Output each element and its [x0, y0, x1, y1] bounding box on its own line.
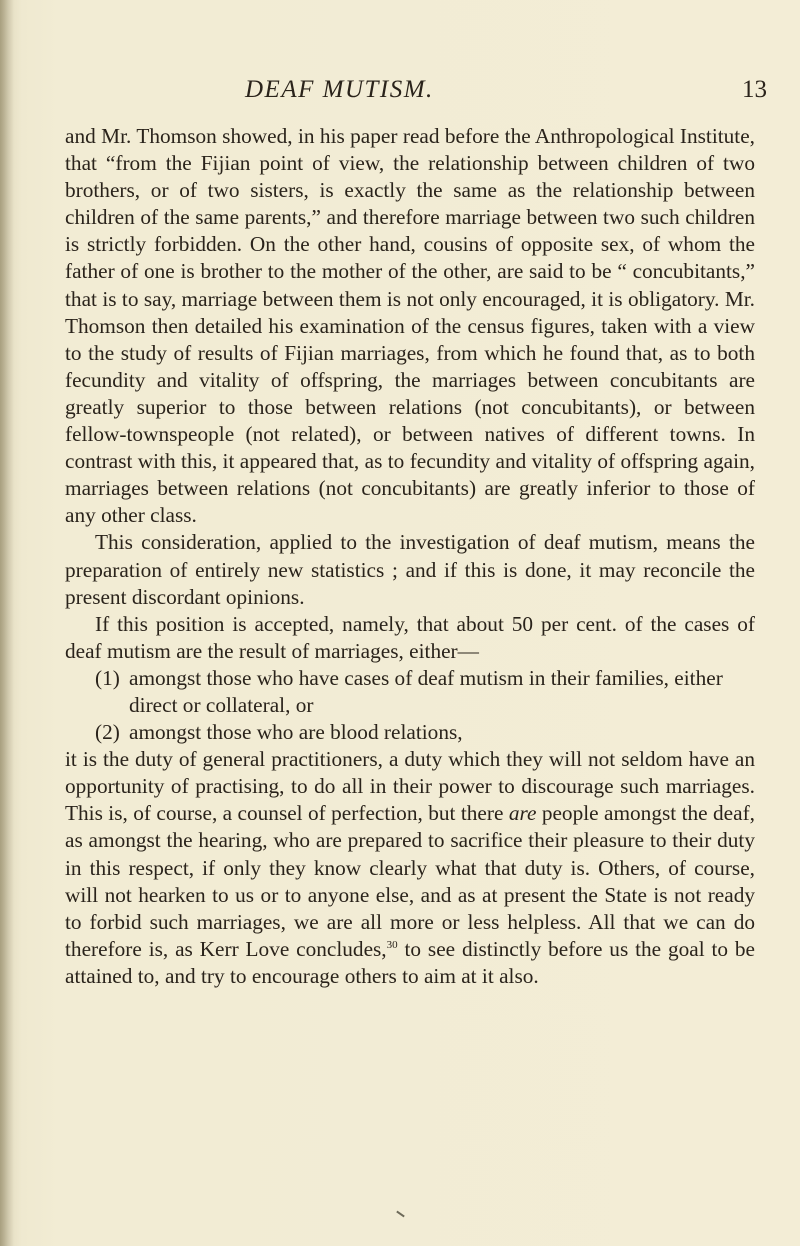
list-item-label: (1) — [95, 665, 120, 690]
list-item-text: amongst those who have cases of deaf mutism in their families, either direct or collateral, or — [129, 665, 723, 717]
paragraph-4 — [65, 746, 755, 990]
paragraph-4-text-c: to see distinctly before us the goal to be attained to, and try to encourage others to aim at it also. — [65, 936, 756, 988]
footnote-reference: 30 — [386, 938, 398, 951]
list-item-text: amongst those who are blood relations, — [129, 720, 463, 745]
paragraph-4-text-a: it is the duty of general practitioners, a duty which they will not seldom have an opportunity of practising, to do all in their power to discourage such marriages. This is, of course, a counsel of perfection, but there — [65, 747, 755, 826]
paragraph-1: and Mr. Thomson showed, in his paper read before the Anthropological Institute, that “from the Fijian point of view, the relationship between children of two brothers, or of two sisters, is exactly the same as the relationship between children of the same parents,” and therefore marriage between two such children is strictly forbidden. On the other hand, cousins of opposite sex, of whom the father of one is brother to the mother of the other, are said to be “ concubitants,” that is to say, marriage between them is not only encouraged, it is obligatory. Mr. Thomson then detailed his examination of the census figures, taken with a view to the study of results of Fijian marriages, from which he found that, as to both fecundity and vitality of offspring, the marriages between concubitants are greatly superior to those between relations (not concubitants), or between fellow-townspeople (not related), or between natives of different towns. In contrast with this, it appeared that, as to fecundity and vitality of offspring again, marriages between relations (not concubitants) are greatly inferior to those of any other class. — [65, 124, 755, 528]
page-number: 13 — [742, 76, 767, 103]
paragraph-3: If this position is accepted, namely, that about 50 per cent. of the cases of deaf mutism are the result of marriages, either— — [65, 611, 755, 663]
running-title: DEAF MUTISM. — [245, 76, 434, 103]
paragraph-4-emphasis: are — [508, 801, 537, 826]
list-item — [65, 665, 755, 719]
spine-shadow — [0, 0, 14, 1246]
paragraph-2: This consideration, applied to the investigation of deaf mutism, means the preparation of entirely new statistics ; and if this is done, it may reconcile the present discordant opinions. — [65, 530, 755, 609]
list-item-label: (2) — [95, 720, 120, 745]
paragraph-4-text-b: people amongst the deaf, as amongst the hearing, who are prepared to sacrifice their pleasure to their duty in this respect, if only they know clearly what that duty is. Others, of course, will not hearken to us or to anyone else, and as at present the State is not ready to forbid such marriages, we are all more or less helpless. All that we can do therefore is, as Kerr Love concludes, — [65, 801, 755, 961]
running-head — [0, 76, 800, 116]
body-text — [65, 123, 755, 990]
ink-mark — [396, 1211, 405, 1218]
list-item — [65, 719, 755, 746]
